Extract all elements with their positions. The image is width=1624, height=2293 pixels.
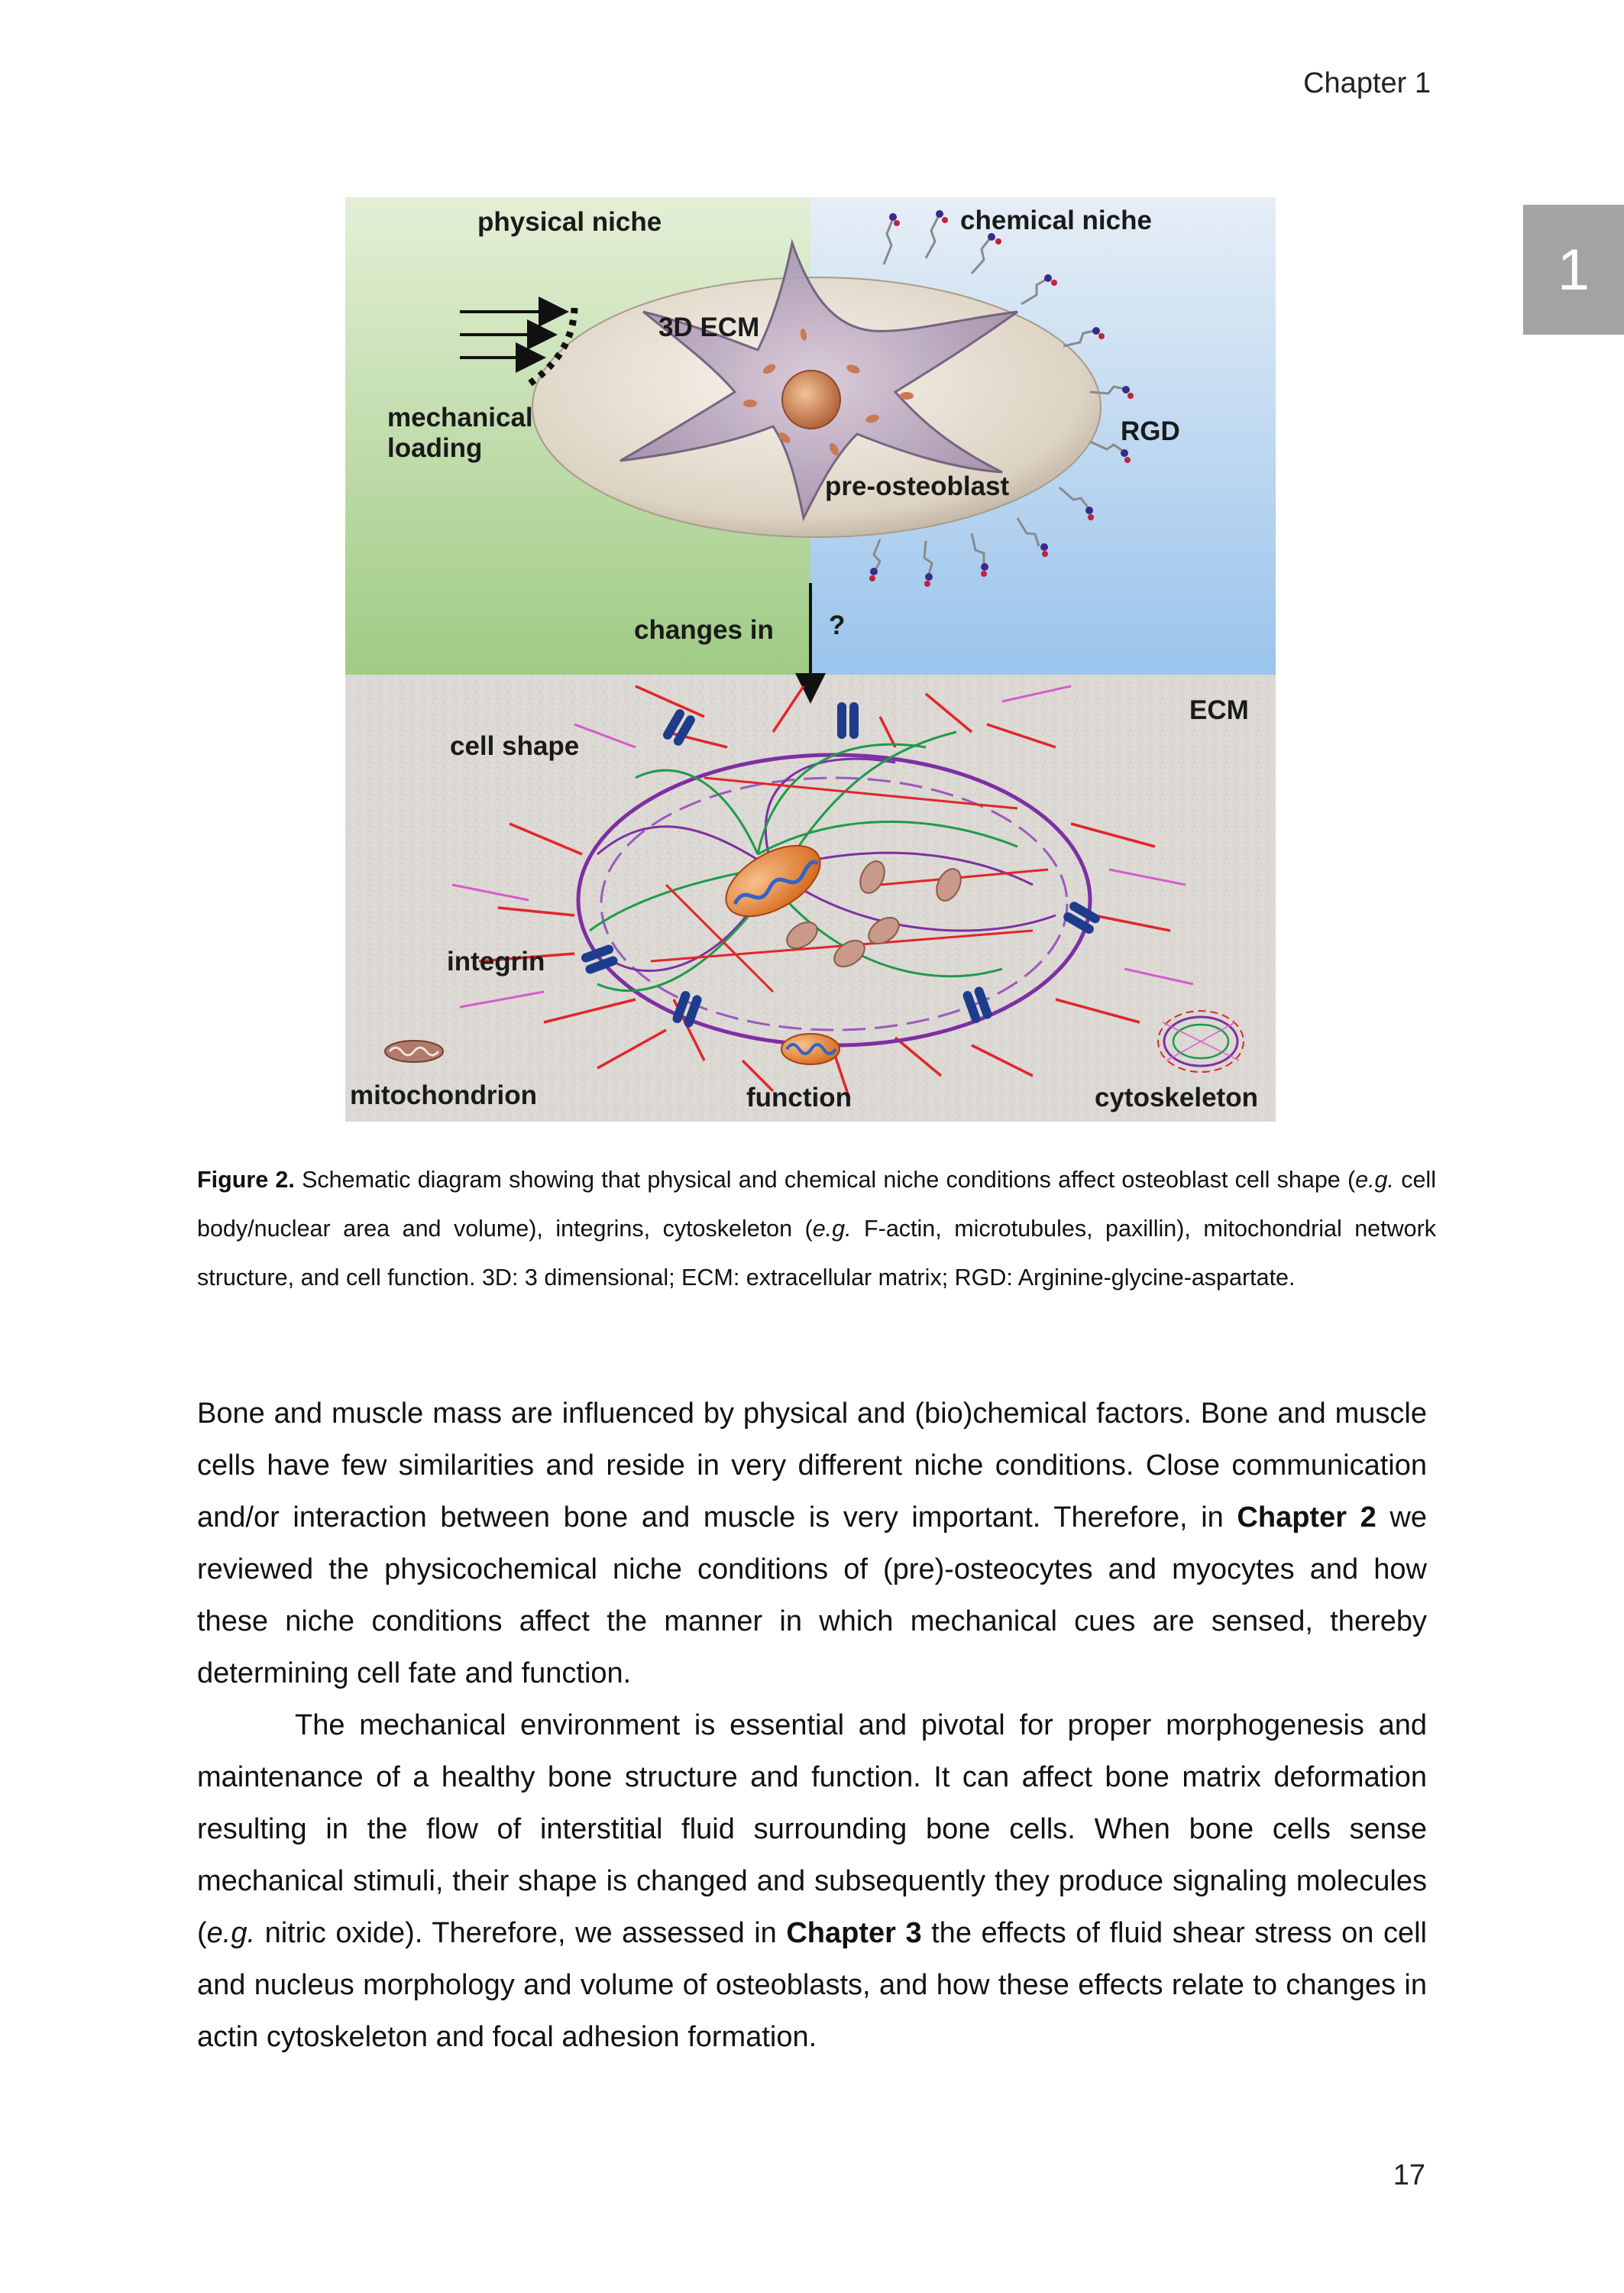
function-legend-icon bbox=[781, 1034, 839, 1064]
caption-text-3: F-actin, microtubules, paxillin), mitochondrial network structure, and cell function. 3D: 3 dimensional; ECM: extracellular matrix; RGD: Arginine-glycine-aspartate. bbox=[197, 1216, 1436, 1291]
caption-text-1: Schematic diagram showing that physical and chemical niche conditions affect osteoblast cell shape ( bbox=[294, 1167, 1356, 1193]
chapter-tab: 1 bbox=[1523, 205, 1624, 335]
paragraph-2 bbox=[197, 1699, 1427, 2063]
label-pre-osteoblast: pre-osteoblast bbox=[825, 471, 1010, 501]
caption-label: Figure 2. bbox=[197, 1167, 295, 1193]
page-number: 17 bbox=[1393, 2159, 1425, 2191]
paragraph-2-text-b: nitric oxide). Therefore, we assessed in bbox=[255, 1917, 787, 1949]
label-function: function bbox=[746, 1083, 852, 1112]
paragraph-2-eg: e.g. bbox=[206, 1917, 256, 1949]
caption-eg-2: e.g. bbox=[812, 1216, 852, 1242]
label-3d-ecm: 3D ECM bbox=[658, 313, 760, 342]
label-mechanical: mechanical bbox=[387, 403, 533, 432]
figure-2 bbox=[345, 197, 1276, 1122]
label-question-mark: ? bbox=[829, 610, 846, 640]
label-loading: loading bbox=[387, 433, 483, 463]
label-chemical-niche: chemical niche bbox=[960, 206, 1152, 235]
caption-eg-1: e.g. bbox=[1355, 1167, 1394, 1193]
paragraph-1-text-a: Bone and muscle mass are influenced by physical and (bio)chemical factors. Bone and muscle cells have few similarities and reside in very different niche conditions. Close communication and/or interaction between bone and muscle is very important. Therefore, in bbox=[197, 1397, 1427, 1534]
paragraph-1-text-b: we reviewed the physicochemical niche conditions of (pre)-osteocytes and myocytes and how these niche conditions affect the manner in which mechanical cues are sensed, thereby determining cell fate and function. bbox=[197, 1501, 1427, 1689]
label-integrin: integrin bbox=[447, 947, 545, 976]
chapter-2-reference: Chapter 2 bbox=[1237, 1501, 1377, 1534]
label-mitochondrion: mitochondrion bbox=[350, 1080, 537, 1110]
label-ecm: ECM bbox=[1189, 695, 1249, 725]
paragraph-2-text-c: the effects of fluid shear stress on cell and nucleus morphology and volume of osteoblasts, and how these effects relate to changes in actin cytoskeleton and focal adhesion formation. bbox=[197, 1917, 1427, 2053]
paragraph-1 bbox=[197, 1388, 1427, 1699]
figure-caption bbox=[197, 1155, 1436, 1302]
chapter-3-reference: Chapter 3 bbox=[786, 1917, 922, 1949]
label-cytoskeleton: cytoskeleton bbox=[1095, 1083, 1258, 1112]
mitochondrion-legend-icon bbox=[385, 1041, 443, 1062]
body-text bbox=[197, 1388, 1427, 2063]
paragraph-2-text-a: The mechanical environment is essential and pivotal for proper morphogenesis and maintenance of a healthy bone structure and function. It can affect bone matrix deformation resulting in the flow of interstitial fluid surrounding bone cells. When bone cells sense mechanical stimuli, their shape is changed and subsequently they produce signaling molecules ( bbox=[197, 1709, 1427, 1949]
caption-text-2: cell body/nuclear area and volume), integrins, cytoskeleton ( bbox=[197, 1167, 1436, 1242]
label-changes-in: changes in bbox=[634, 615, 774, 645]
running-head: Chapter 1 bbox=[1303, 67, 1431, 99]
label-rgd: RGD bbox=[1121, 416, 1180, 446]
pre-osteoblast-nucleus bbox=[782, 371, 840, 429]
label-physical-niche: physical niche bbox=[477, 207, 662, 237]
label-cell-shape: cell shape bbox=[450, 731, 580, 761]
